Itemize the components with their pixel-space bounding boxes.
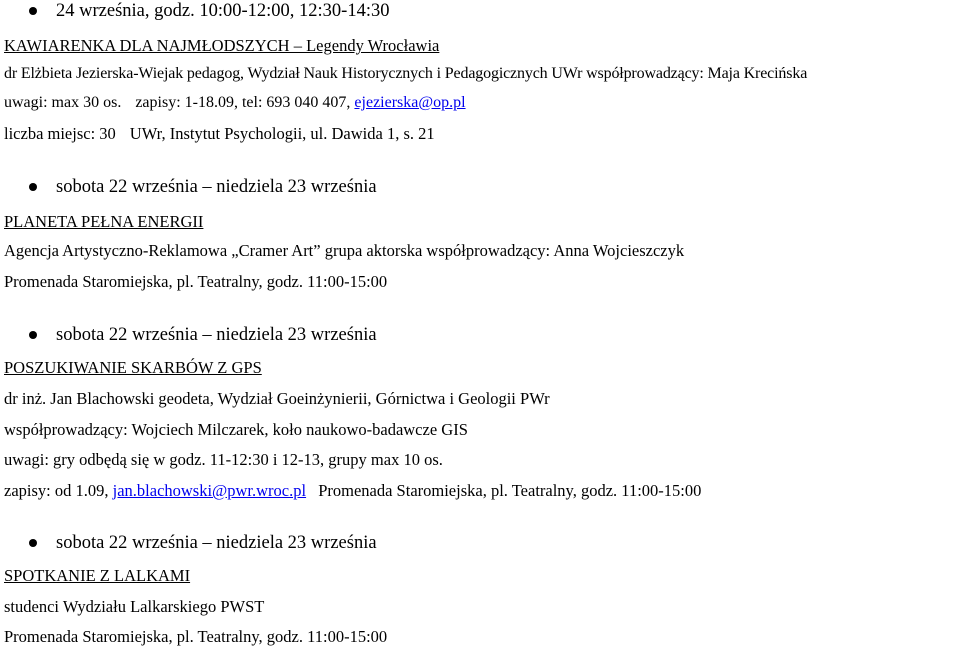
event-4-title: SPOTKANIE Z LALKAMI bbox=[4, 566, 191, 585]
event-4-people: studenci Wydziału Lalkarskiego PWST bbox=[4, 597, 265, 616]
event-3-people: dr inż. Jan Blachowski geodeta, Wydział Goeinżynierii, Górnictwa i Geologii PWr bbox=[4, 389, 550, 408]
event-1-signup: zapisy: 1-18.09, tel: 693 040 407, bbox=[135, 94, 351, 111]
event-4-location: Promenada Staromiejska, pl. Teatralny, godz. 11:00-15:00 bbox=[4, 627, 388, 646]
event-1-people: dr Elżbieta Jezierska-Wiejak pedagog, Wydział Nauk Historycznych i Pedagogicznych UWr współprowadzący: Maja Krecińska bbox=[4, 65, 808, 82]
event-1-email-link[interactable]: ejezierska@op.pl bbox=[354, 94, 466, 111]
bullet-icon bbox=[29, 539, 37, 547]
event-3-signup: zapisy: od 1.09, bbox=[4, 481, 109, 500]
event-1-location: UWr, Instytut Psychologii, ul. Dawida 1, s. 21 bbox=[129, 124, 435, 143]
event-2-location: Promenada Staromiejska, pl. Teatralny, godz. 11:00-15:00 bbox=[4, 272, 388, 291]
event-3-cohost: współprowadzący: Wojciech Milczarek, koło naukowo-badawcze GIS bbox=[4, 420, 468, 439]
event-2-title: PLANETA PEŁNA ENERGII bbox=[4, 212, 204, 231]
bullet-icon bbox=[29, 331, 37, 339]
event-1-places-row bbox=[4, 124, 435, 144]
event-1-notes: uwagi: max 30 os. bbox=[4, 94, 122, 111]
bullet-icon bbox=[29, 183, 37, 191]
event-3-title: POSZUKIWANIE SKARBÓW Z GPS bbox=[4, 358, 262, 377]
event-1-places: liczba miejsc: 30 bbox=[4, 124, 116, 143]
event-3-location: Promenada Staromiejska, pl. Teatralny, godz. 11:00-15:00 bbox=[318, 481, 702, 500]
event-2-people: Agencja Artystyczno-Reklamowa „Cramer Art” grupa aktorska współprowadzący: Anna Wojcieszczyk bbox=[4, 241, 685, 260]
event-3-date: sobota 22 września – niedziela 23 września bbox=[56, 325, 377, 345]
event-3-signup-row bbox=[4, 481, 701, 501]
event-3-email-link[interactable]: jan.blachowski@pwr.wroc.pl bbox=[112, 481, 307, 500]
event-1-title: KAWIARENKA DLA NAJMŁODSZYCH – Legendy Wrocławia bbox=[4, 36, 440, 55]
event-1-date: 24 września, godz. 10:00-12:00, 12:30-14:30 bbox=[56, 1, 390, 21]
event-1-notes-row bbox=[4, 93, 466, 113]
event-3-notes: uwagi: gry odbędą się w godz. 11-12:30 i 12-13, grupy max 10 os. bbox=[4, 450, 443, 469]
event-4-date: sobota 22 września – niedziela 23 września bbox=[56, 533, 377, 553]
event-2-date: sobota 22 września – niedziela 23 września bbox=[56, 177, 377, 197]
bullet-icon bbox=[29, 7, 37, 15]
